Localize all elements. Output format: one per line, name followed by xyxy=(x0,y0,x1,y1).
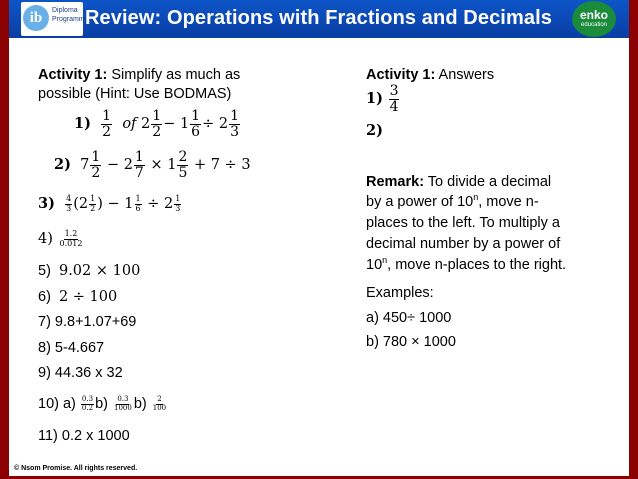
question-6: 6) 2 ÷ 100 xyxy=(38,289,118,305)
enko-logo xyxy=(572,1,616,37)
example-a: a) 450÷ 1000 xyxy=(366,310,452,326)
header-bar xyxy=(9,0,629,38)
ib-logo-text: Diploma Programme xyxy=(52,7,89,23)
question-11: 11) 0.2 x 1000 xyxy=(38,428,130,444)
enko-logo-sub: education xyxy=(580,22,608,28)
question-2: 2) 7 $\frac{1}{2}$ − 2 $\frac{1}{7}$ × 1 $\frac{2}{5}$ + 7 ÷ 3 xyxy=(54,148,251,181)
answer-2: 2) xyxy=(366,122,383,139)
question-1: 1) $\frac{1}{2}$ of 2 $\frac{1}{2}$ − 1 $\frac{1}{6}$ ÷ 2 $\frac{1}{3}$ xyxy=(74,107,239,140)
remark-line-2: by a power of 10$^n$, move n- xyxy=(366,192,539,210)
remark-line-3: places to the left. To multiply a xyxy=(366,215,560,231)
activity-hint: possible (Hint: Use BODMAS) xyxy=(38,86,232,102)
question-7: 7) 9.8+1.07+69 xyxy=(38,314,137,330)
examples-heading: Examples: xyxy=(366,285,434,301)
question-4: 4) $\frac{1.2}{0.012}$ xyxy=(38,229,83,248)
remark-line-5: 10$^n$, move n-places to the right. xyxy=(366,255,567,273)
slide-title: Review: Operations with Fractions and Decimals xyxy=(85,7,552,29)
activity-heading: Activity 1: Simplify as much as xyxy=(38,67,241,83)
remark-line-4: decimal number by a power of xyxy=(366,236,561,252)
question-5: 5) 9.02 × 100 xyxy=(38,263,141,279)
question-3: 3) $\frac{4}{3}$ (2 $\frac{1}{2}$ ) − 1 $\frac{1}{6}$ ÷ 2 $\frac{1}{3}$ xyxy=(38,194,181,213)
ib-logo-mark: ib xyxy=(23,5,49,31)
left-border xyxy=(0,0,9,479)
enko-logo-name: enko xyxy=(579,8,608,22)
answers-heading: Activity 1: Answers xyxy=(366,67,495,83)
remark-line-1: Remark: To divide a decimal xyxy=(366,174,552,190)
question-10: 10) a) $\frac{0.3}{0.2}$ b) $\frac{0.3}{1000}$ b) $\frac{2}{100}$ xyxy=(38,395,167,412)
question-8: 8) 5-4.667 xyxy=(38,340,105,356)
example-b: b) 780 × 1000 xyxy=(366,334,456,350)
question-9: 9) 44.36 x 32 xyxy=(38,365,123,381)
ib-logo xyxy=(21,2,89,36)
answer-1: 1) $\frac{3}{4}$ xyxy=(366,82,399,115)
right-border xyxy=(629,0,638,479)
footer-copyright: © Nsom Promise. All rights reserved. xyxy=(14,465,138,472)
